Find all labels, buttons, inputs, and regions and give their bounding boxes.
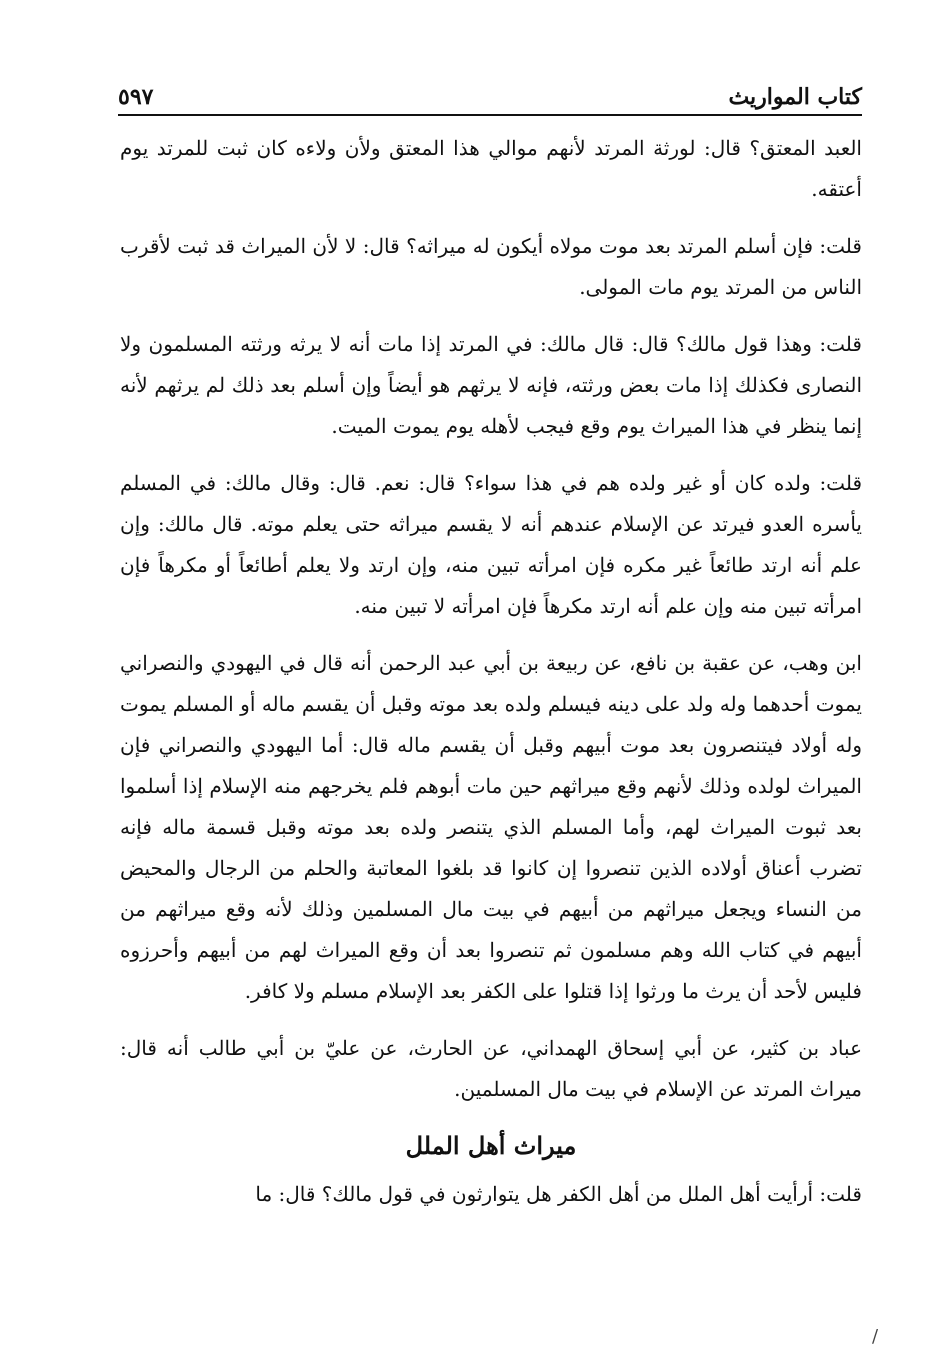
stray-pen-mark: / bbox=[872, 1326, 879, 1347]
section-first-line: قلت: أرأيت أهل الملل من أهل الكفر هل يتوارثون في قول مالك؟ قال: ما bbox=[255, 1182, 862, 1206]
running-header bbox=[118, 70, 862, 116]
paragraph: العبد المعتق؟ قال: لورثة المرتد لأنهم موالي هذا المعتق ولأن ولاءه كان ثبت للمرتد يوم أعتقه. bbox=[120, 136, 862, 201]
book-title: كتاب المواريث bbox=[728, 84, 862, 110]
paragraph: ابن وهب، عن عقبة بن نافع، عن ربيعة بن أبي عبد الرحمن أنه قال في اليهودي والنصراني يموت أحدهما وله ولد على دينه فيسلم ولده بعد موته وقبل أن يقسم ماله أو المسلم يموت وله أولاد فيتنصرون بعد موت أبيهم وقبل أن يقسم ماله قال: أما اليهودي والنصراني فإن الميراث لولده وذلك لأنهم وقع ميراثهم حين مات أبوهم فلم يخرجهم منه الإسلام إذا أسلموا بعد ثبوت الميراث لهم، وأما المسلم الذي يتنصر ولده بعد موته وقبل قسمة ماله فإنه تضرب أعناق أولاده الذين تنصروا إن كانوا قد بلغوا المعاتبة والحلم من الرجال والمحيض من النساء ويجعل ميراثهم من أبيهم في بيت مال المسلمين وذلك لأنه وقع ميراثهم من أبيهم في كتاب الله وهم مسلمون ثم تنصروا بعد أن وقع الميراث لهم من أبيهم وأحرزوه فليس لأحد أن يرث ما ورثوا إذا قتلوا على الكفر بعد الإسلام مسلم ولا كافر. bbox=[120, 651, 862, 1003]
body-text bbox=[120, 128, 862, 1320]
paragraph: عباد بن كثير، عن أبي إسحاق الهمداني، عن الحارث، عن عليّ بن أبي طالب أنه قال: ميراث المرتد عن الإسلام في بيت مال المسلمين. bbox=[120, 1036, 862, 1101]
section-heading: ميراث أهل الملل bbox=[405, 1131, 577, 1160]
paragraph: قلت: وهذا قول مالك؟ قال: قال مالك: في المرتد إذا مات أنه لا يرثه ورثته المسلمون ولا النصارى فكذلك إذا مات بعض ورثته، فإنه لا يرثهم هو أيضاً وإن أسلم بعد ذلك لم يرثهم لأنه إنما ينظر في هذا الميراث يوم وقع فيجب لأهله يوم يموت الميت. bbox=[120, 332, 862, 438]
paragraph: قلت: ولده كان أو غير ولده هم في هذا سواء؟ قال: نعم. قال: وقال مالك: في المسلم يأسره العدو فيرتد عن الإسلام عندهم أنه لا يقسم ميراثه حتى يعلم موته. قال مالك: وإن علم أنه ارتد طائعاً غير مكره فإن امرأته تبين منه، وإن ارتد ولا يعلم أطائعاً أو مكرهاً فإن امرأته تبين منه وإن علم أنه ارتد مكرهاً فإن امرأته لا تبين منه. bbox=[120, 471, 862, 618]
paragraph: قلت: فإن أسلم المرتد بعد موت مولاه أيكون له ميراثه؟ قال: لا لأن الميراث قد ثبت لأقرب الناس من المرتد يوم مات المولى. bbox=[120, 234, 862, 299]
page-number: ٥٩٧ bbox=[118, 84, 154, 110]
